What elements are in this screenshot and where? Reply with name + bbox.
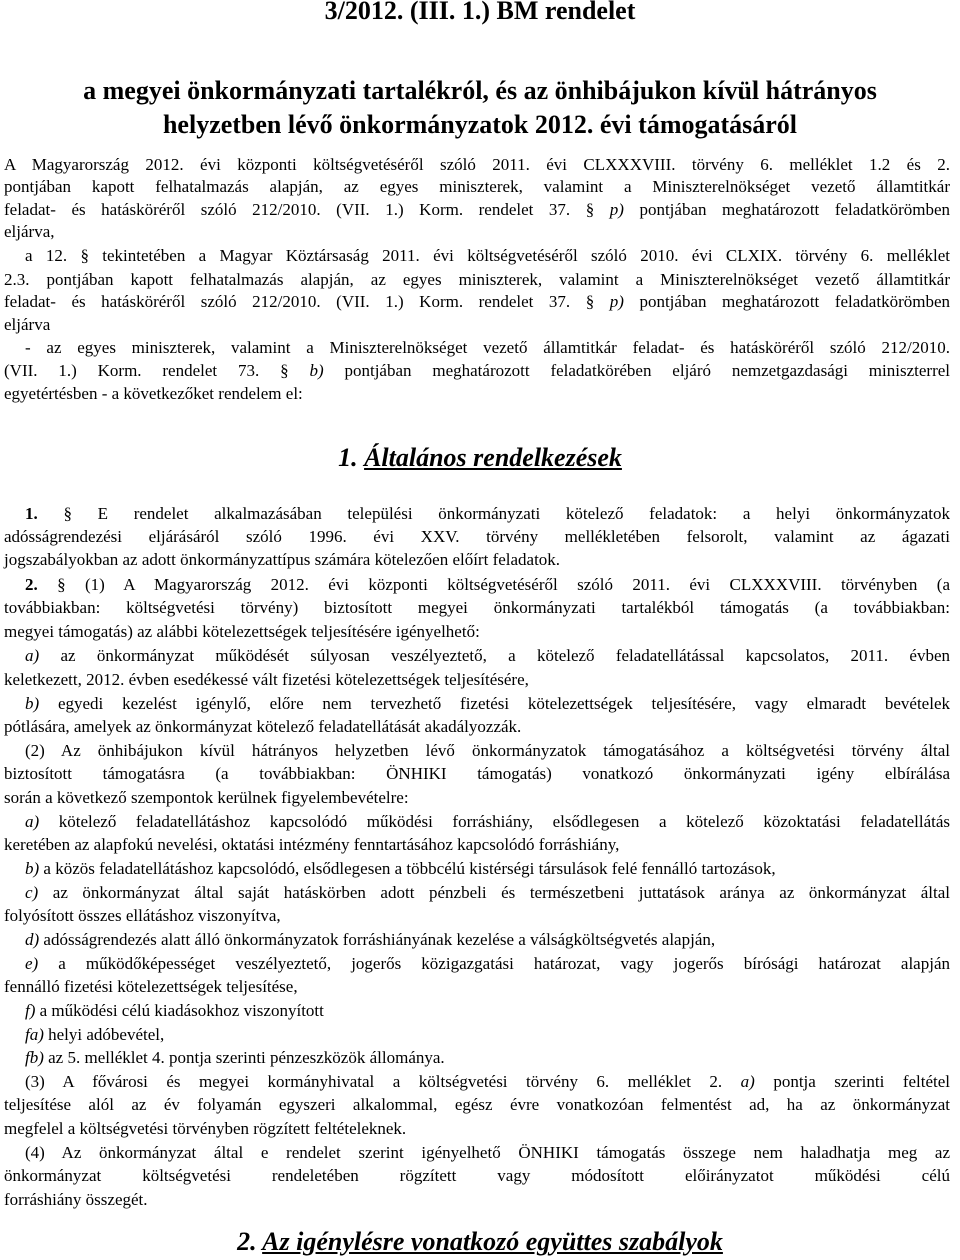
body-line: továbbiakban: költségvetési törvény) biztosított megyei önkormányzati tartalékból támogatás (a továbbiakban: <box>4 598 950 617</box>
body-line: teljesítése alól az év folyamán egyszeri alkalommal, egész évre vonatkozóan felmentést ad, ha az önkormányzat <box>4 1095 950 1114</box>
section-sign: § <box>57 575 66 594</box>
point-label: d) <box>25 930 40 949</box>
section-sign: § <box>80 246 89 265</box>
point-label: c) <box>25 883 39 902</box>
section-sign: § <box>585 200 595 219</box>
document-title-line-3: helyzetben lévő önkormányzatok 2012. évi támogatásáról <box>162 110 798 139</box>
body-line: pótlására, amelyek az önkormányzat kötelező feladatellátását akadályozzák. <box>4 717 522 736</box>
body-line: biztosított támogatásra (a továbbiakban: ÖNHIKI támogatás) vonatkozó önkormányzati igény elbírálása <box>4 764 950 783</box>
body-line-text: (3) A fővárosi és megyei kormányhivatal a költségvetési törvény 6. melléklet 2. <box>25 1072 741 1091</box>
point-label: p) <box>609 292 624 311</box>
body-line <box>25 1000 324 1022</box>
body-line <box>25 882 950 904</box>
preamble-line-8: eljárva <box>4 315 51 334</box>
point-label: fa) <box>25 1025 44 1044</box>
body-line: önkormányzat költségvetési rendeletében rögzített vagy módosított előirányzatot működési célú <box>4 1166 950 1185</box>
preamble-line-2: pontjában kapott felhatalmazás alapján, az egyes miniszterek, valamint a Miniszterelnökséget vezető államtitkár <box>4 177 950 196</box>
body-line-text: a közös feladatellátáshoz kapcsolódó, elsődlegesen a többcélú kistérségi társulások felé fennálló tartozások, <box>39 859 776 878</box>
section-number: 2. <box>237 1227 257 1256</box>
body-line: (4) Az önkormányzat által e rendelet szerint igényelhető ÖNHIKI támogatás összege nem haladhatja meg az <box>25 1143 950 1162</box>
body-line-text: kötelező feladatellátáshoz kapcsolódó működési forráshiány, elsődlegesen a kötelező közoktatási feladatellátás <box>39 812 950 831</box>
body-line <box>25 1071 950 1093</box>
body-line <box>25 1047 445 1069</box>
body-line: fennálló fizetési kötelezettségek teljesítése, <box>4 977 298 996</box>
preamble-line-3-text: feladat- és hatásköréről szóló 212/2010. (VII. 1.) Korm. rendelet 37. <box>4 200 586 219</box>
document-title-line-2: a megyei önkormányzati tartalékról, és az önhibájukon kívül hátrányos <box>83 76 877 105</box>
preamble-line-10 <box>4 360 950 382</box>
body-line-text: helyi adóbevétel, <box>43 1025 165 1044</box>
section-sign: § <box>585 292 595 311</box>
point-label: b) <box>25 694 40 713</box>
preamble-line-7 <box>4 291 950 313</box>
preamble-line-7-tail: pontjában meghatározott feladatkörömben <box>623 292 950 311</box>
point-label: a) <box>740 1072 755 1091</box>
section-title: Az igénylésre vonatkozó együttes szabályok <box>262 1227 723 1256</box>
point-label: a) <box>25 812 40 831</box>
section-heading-2 <box>0 1226 960 1258</box>
point-label: a) <box>25 646 40 665</box>
preamble-line-1: A Magyarország 2012. évi központi költségvetéséről szóló 2011. évi CLXXXVIII. törvény 6. melléklet 1.2 és 2. <box>4 155 950 174</box>
body-line <box>25 953 950 975</box>
preamble-line-3-tail: pontjában meghatározott feladatkörömben <box>623 200 950 219</box>
body-line <box>25 645 950 667</box>
point-label: p) <box>609 200 624 219</box>
section-sign: § <box>63 504 72 523</box>
body-line <box>25 1024 164 1046</box>
preamble-line-7-text: feladat- és hatásköréről szóló 212/2010. (VII. 1.) Korm. rendelet 37. <box>4 292 586 311</box>
point-label: e) <box>25 954 39 973</box>
body-line-text: E rendelet alkalmazásában települési önkormányzati kötelező feladatok: a helyi önkormányzatok <box>71 504 950 523</box>
body-line <box>25 574 950 596</box>
body-line-text: a működőképességet veszélyeztető, jogerős közigazgatási határozat, vagy jogerős bírósági határozat alapján <box>38 954 950 973</box>
body-line: megyei támogatás) az alábbi kötelezettségek teljesítésére igényelhető: <box>4 622 480 641</box>
body-line: keletkezett, 2012. évben esedékessé vált fizetési kötelezettségek teljesítésére, <box>4 670 529 689</box>
preamble-line-5-text: a 12. <box>25 246 81 265</box>
preamble-line-6: 2.3. pontjában kapott felhatalmazás alapján, az egyes miniszterek, valamint a Miniszterelnökséget vezető államtitkár <box>4 270 950 289</box>
section-sign: § <box>280 361 289 380</box>
body-line-text: (1) A Magyarország 2012. évi központi költségvetéséről szóló 2011. évi CLXXXVIII. törvényben (a <box>65 575 951 594</box>
body-line <box>25 858 776 880</box>
body-line: forráshiány összegét. <box>4 1190 148 1209</box>
body-line <box>25 929 715 951</box>
paragraph-number: 2. <box>25 575 38 594</box>
preamble-line-11: egyetértésben - a következőket rendelem el: <box>4 384 303 403</box>
point-label: b) <box>309 361 324 380</box>
body-line <box>25 811 950 833</box>
body-line: megfelel a költségvetési törvényben rögzített feltételeknek. <box>4 1119 407 1138</box>
preamble-line-5-mid: tekintetében a Magyar Köztársaság 2011. évi költségvetéséről szóló 2010. évi CLXIX. törvény 6. melléklet <box>88 246 950 265</box>
body-line: (2) Az önhibájukon kívül hátrányos helyzetben lévő önkormányzatok támogatásához a költségvetési törvény által <box>25 741 950 760</box>
preamble-line-10-tail: pontjában meghatározott feladatkörében eljáró nemzetgazdasági miniszterrel <box>323 361 951 380</box>
body-line-tail: pontja szerinti feltétel <box>754 1072 951 1091</box>
body-line-text: az 5. melléklet 4. pontja szerinti pénzeszközök állománya. <box>43 1048 445 1067</box>
point-label: f) <box>25 1001 36 1020</box>
point-label: fb) <box>25 1048 44 1067</box>
section-heading-1 <box>0 442 960 474</box>
body-line <box>25 503 950 525</box>
body-line: keretében az alapfokú nevelési, oktatási intézmény fenntartásához kapcsolódó forráshiány, <box>4 835 620 854</box>
section-title: Általános rendelkezések <box>364 443 622 472</box>
body-line: adósságrendezési eljárásáról szóló 1996. évi XXV. törvény mellékletében felsorolt, valamint az ágazati <box>4 527 950 546</box>
paragraph-number: 1. <box>25 504 38 523</box>
body-line-text: az önkormányzat működését súlyosan veszélyeztető, a kötelező feladatellátással kapcsolatos, 2011. évben <box>39 646 950 665</box>
body-line-text: egyedi kezelést igénylő, előre nem tervezhető fizetési kötelezettségek teljesítésére, vagy elmaradt bevételek <box>39 694 950 713</box>
body-line-text: adósságrendezés alatt álló önkormányzatok forráshiányának kezelése a válságköltségvetés alapján, <box>39 930 716 949</box>
section-number: 1. <box>338 443 358 472</box>
body-line-text: az önkormányzat által saját hatáskörben adott pénzbeli és természetbeni juttatások aránya az önkormányzat által <box>38 883 950 902</box>
preamble-line-4: eljárva, <box>4 222 55 241</box>
preamble-line-10-text: (VII. 1.) Korm. rendelet 73. <box>4 361 281 380</box>
preamble-line-9: - az egyes miniszterek, valamint a Miniszterelnökséget vezető államtitkár feladat- és hatásköréről szóló 212/2010. <box>25 338 950 357</box>
body-line <box>25 693 950 715</box>
document-title-line-1: 3/2012. (III. 1.) BM rendelet <box>324 0 636 25</box>
body-line: jogszabályokban az adott önkormányzattípus számára kötelezően előírt feladatok. <box>4 550 561 569</box>
body-line: során a következő szempontok kerülnek figyelembevételre: <box>4 788 409 807</box>
body-line-text: a működési célú kiadásokhoz viszonyított <box>35 1001 324 1020</box>
preamble-line-3 <box>4 199 950 221</box>
point-label: b) <box>25 859 40 878</box>
preamble-line-5 <box>25 245 950 267</box>
body-line: folyósított összes ellátáshoz viszonyítva, <box>4 906 281 925</box>
